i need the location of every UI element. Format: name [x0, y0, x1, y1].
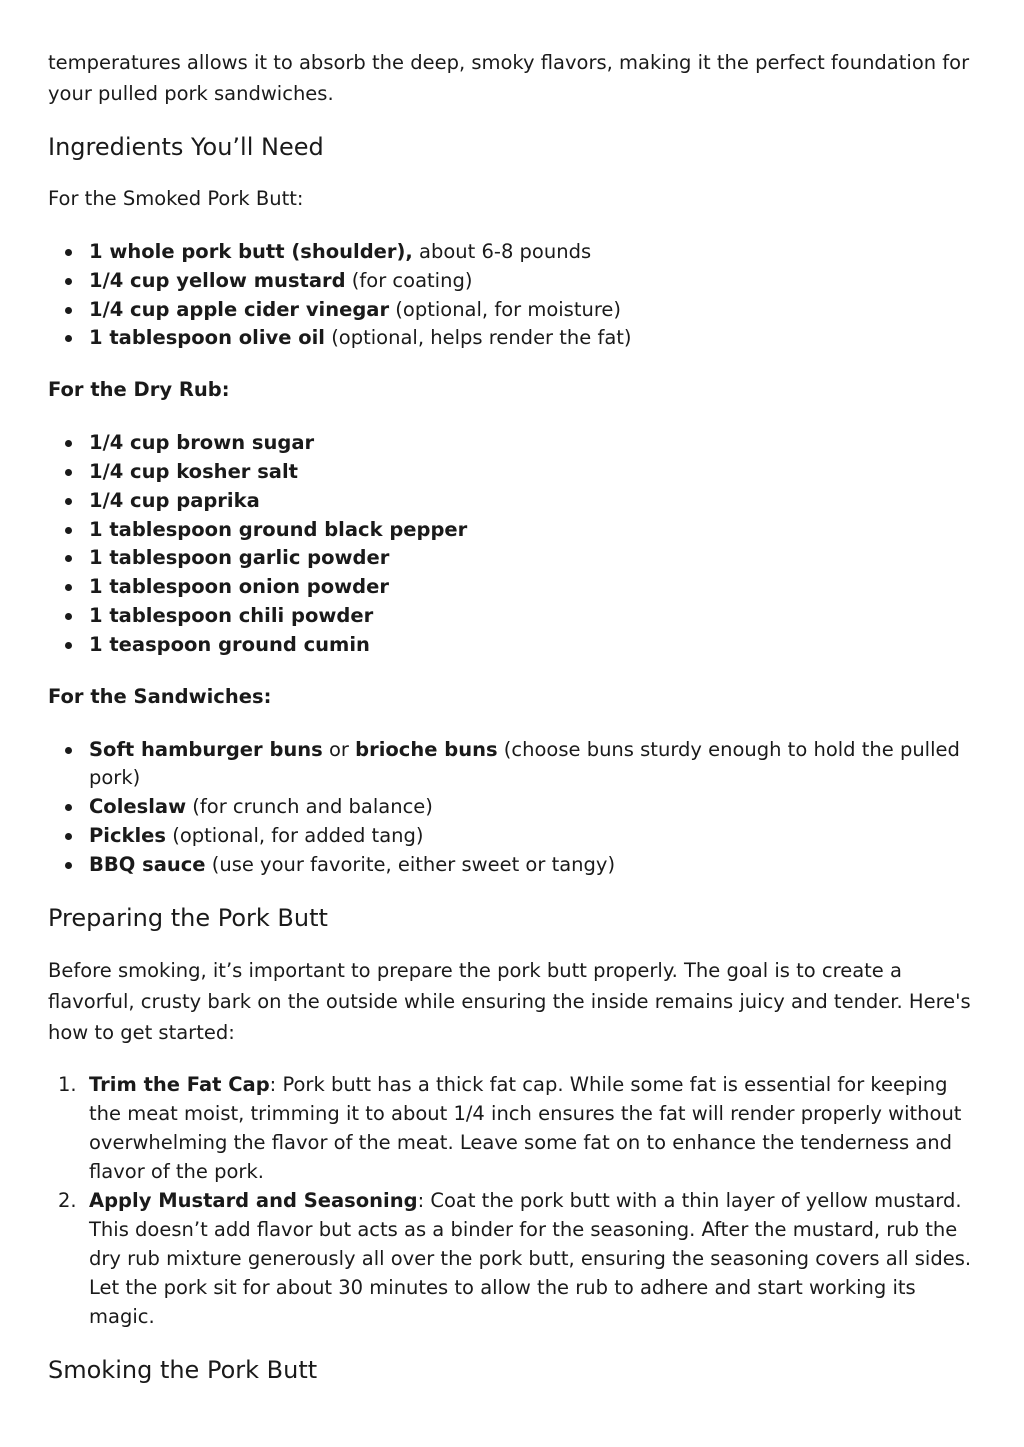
list-item: 1 tablespoon olive oil (optional, helps render the fat) — [48, 324, 974, 353]
list-item: 1/4 cup brown sugar — [48, 429, 974, 458]
list-item: 1. Trim the Fat Cap: Pork butt has a thick fat cap. While some fat is essential for keeping the meat moist, trimming it to about 1/4 inch ensures the fat will render properly without overwhelming the flavor of the meat. Leave some fat on to enhance the tenderness and flavor of the pork. — [58, 1072, 962, 1183]
pork-butt-list — [48, 238, 974, 353]
list-item: 1/4 cup kosher salt — [48, 458, 974, 487]
sandwiches-label: For the Sandwiches: — [48, 684, 272, 708]
intro-paragraph: temperatures allows it to absorb the deep, smoky flavors, making it the perfect foundation for your pulled pork sandwiches. — [48, 51, 970, 105]
list-item: Pickles (optional, for added tang) — [48, 822, 974, 851]
list-item: 1 tablespoon onion powder — [48, 573, 974, 602]
list-item: 1 tablespoon chili powder — [48, 602, 974, 631]
preparing-heading: Preparing the Pork Butt — [48, 903, 328, 932]
ingredients-heading: Ingredients You’ll Need — [48, 133, 324, 161]
pork-butt-label: For the Smoked Pork Butt: — [48, 187, 304, 210]
preparing-paragraph: Before smoking, it’s important to prepare the pork butt properly. The goal is to create a flavorful, crusty bark on the outside while ensuring the inside remains juicy and tender. Here's how to get started: — [48, 958, 971, 1044]
sandwiches-list — [48, 736, 974, 880]
preparing-steps — [48, 1070, 974, 1331]
list-item: BBQ sauce (use your favorite, either sweet or tangy) — [48, 851, 974, 880]
list-item: 1/4 cup apple cider vinegar (optional, for moisture) — [48, 296, 974, 325]
list-item: 1/4 cup paprika — [48, 487, 974, 516]
dry-rub-label: For the Dry Rub: — [48, 378, 230, 402]
list-item: 1 whole pork butt (shoulder), about 6-8 pounds — [48, 238, 974, 267]
list-item: 1 tablespoon ground black pepper — [48, 516, 974, 545]
list-item: 1/4 cup yellow mustard (for coating) — [48, 267, 974, 296]
list-item: 2. Apply Mustard and Seasoning: Coat the pork butt with a thin layer of yellow mustard. This doesn’t add flavor but acts as a binder for the seasoning. After the mustard, rub the dry rub mixture generously all over the pork butt, ensuring the seasoning covers all sides. Let the pork sit for about 30 minutes to allow the rub to adhere and start working its magic. — [58, 1188, 972, 1328]
list-item: 1 teaspoon ground cumin — [48, 631, 974, 660]
smoking-heading: Smoking the Pork Butt — [48, 1355, 318, 1384]
list-item: Soft hamburger buns or brioche buns (choose buns sturdy enough to hold the pulled pork) — [48, 736, 974, 794]
dry-rub-list — [48, 429, 974, 659]
list-item: Coleslaw (for crunch and balance) — [48, 793, 974, 822]
list-item: 1 tablespoon garlic powder — [48, 544, 974, 573]
